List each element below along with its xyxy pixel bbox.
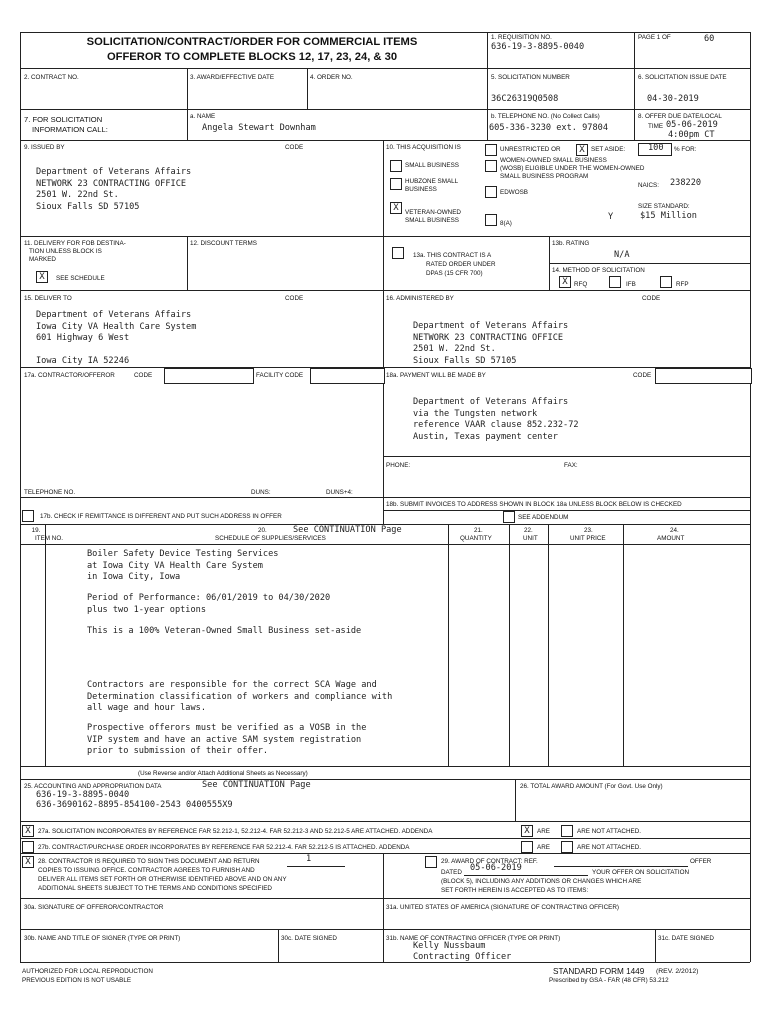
method-label: 14. METHOD OF SOLICITATION [552, 267, 645, 274]
offeror-signature-label: 30a. SIGNATURE OF OFFEROR/CONTRACTOR [24, 904, 164, 911]
small-business-label: SMALL BUSINESS [405, 162, 460, 169]
col21-header: QUANTITY [460, 535, 492, 542]
y-marker: Y [608, 212, 614, 222]
payment-fax-label: FAX: [564, 462, 578, 469]
col24-header: AMOUNT [657, 535, 685, 542]
rule [655, 929, 656, 962]
far-27b-are-not-checkbox[interactable] [561, 841, 573, 853]
fob-label-1: 11. DELIVERY FOR FOB DESTINA- [24, 240, 126, 247]
copies-value: 1 [306, 854, 312, 864]
facility-code-field[interactable] [310, 368, 385, 384]
schedule-description-1 [87, 549, 278, 584]
fob-label-2: TION UNLESS BLOCK IS [29, 248, 102, 255]
small-business-checkbox[interactable] [390, 160, 402, 172]
name-label: a. NAME [190, 113, 216, 120]
footer-prescribed: Prescribed by GSA - FAR (48 CFR) 53.212 [549, 977, 669, 984]
rule [20, 497, 750, 498]
ifb-checkbox[interactable] [609, 276, 621, 288]
hubzone-checkbox[interactable] [390, 178, 402, 190]
rule [20, 853, 750, 854]
address-line: 2501 W. 22nd St. [36, 190, 119, 200]
set-aside-percent-field[interactable] [638, 143, 672, 156]
discount-terms-label: 12. DISCOUNT TERMS [190, 240, 257, 247]
info-call-label-2: INFORMATION CALL: [32, 125, 108, 134]
schedule-line: all wage and hour laws. [87, 703, 206, 713]
total-award-label: 26. TOTAL AWARD AMOUNT (For Govt. Use Only) [520, 783, 663, 790]
signer-name-label: 30b. NAME AND TITLE OF SIGNER (TYPE OR PRINT) [24, 935, 181, 942]
block29-line1: 29. AWARD OF CONTRACT: REF. [441, 858, 538, 865]
eight-a-label: 8(A) [500, 220, 512, 227]
rule [509, 524, 510, 766]
fob-label-3: MARKED [29, 256, 56, 263]
phone-label: b. TELEPHONE NO. (No Collect Calls) [491, 113, 600, 120]
far-27b-are-checkbox[interactable] [521, 841, 533, 853]
co-name-value: Kelly Nussbaum [413, 941, 486, 951]
col20-note: See CONTINUATION Page [293, 525, 402, 535]
deliver-to-label: 15. DELIVER TO [24, 295, 72, 302]
rule [383, 497, 384, 524]
offeror-date-label: 30c. DATE SIGNED [281, 935, 337, 942]
duns-label: DUNS: [251, 489, 271, 496]
footer-previous-edition: PREVIOUS EDITION IS NOT USABLE [22, 977, 132, 984]
schedule-line: plus two 1-year options [87, 604, 206, 615]
deliver-to-address [36, 310, 196, 368]
eight-a-checkbox[interactable] [485, 214, 497, 226]
rule [20, 140, 750, 141]
rule [307, 68, 308, 109]
contractor-code-field[interactable] [164, 368, 254, 384]
col24-num: 24. [670, 527, 679, 534]
contractor-telephone-label: TELEPHONE NO. [24, 489, 76, 496]
far-27a-are-checkbox[interactable]: X [521, 825, 533, 837]
due-date-label: 8. OFFER DUE DATE/LOCAL [638, 113, 722, 120]
col20-header: SCHEDULE OF SUPPLIES/SERVICES [215, 535, 326, 542]
edwosb-checkbox[interactable] [485, 186, 497, 198]
vosb-checkbox[interactable]: X [390, 202, 402, 214]
address-line: reference VAAR clause 852.232-72 [413, 420, 579, 430]
issue-date-value: 04-30-2019 [647, 94, 699, 104]
rule [20, 32, 750, 33]
rule [20, 929, 750, 930]
far-27a-checkbox[interactable]: X [22, 825, 34, 837]
far-27a-are-not-checkbox[interactable] [561, 825, 573, 837]
form-title-line1: SOLICITATION/CONTRACT/ORDER FOR COMMERCIAL ITEMS [86, 36, 418, 48]
address-line: Department of Veterans Affairs [413, 397, 569, 407]
block29-your-offer: YOUR OFFER ON SOLICITATION [592, 869, 690, 876]
schedule-line: Prospective offerors must be verified as a VOSB in the [87, 723, 367, 733]
issued-by-code-label: CODE [285, 144, 304, 151]
administered-by-code-label: CODE [642, 295, 661, 302]
schedule-line: VIP system and have an active SAM system registration [87, 734, 362, 745]
far-27a-are-label: ARE [537, 828, 550, 835]
info-call-label-1: 7. FOR SOLICITATION [24, 115, 103, 124]
wosb-label-2: (WOSB) ELIGIBLE UNDER THE WOMEN-OWNED [500, 165, 645, 172]
payment-phone-label: PHONE: [386, 462, 411, 469]
wosb-label-3: SMALL BUSINESS PROGRAM [500, 173, 589, 180]
contract-no-label: 2. CONTRACT NO. [24, 74, 79, 81]
duns4-label: DUNS+4: [326, 489, 353, 496]
rule [20, 898, 750, 899]
rule [20, 236, 750, 237]
time-label: TIME [648, 123, 664, 130]
rule [383, 853, 384, 962]
rule [383, 456, 750, 457]
set-aside-label: SET ASIDE: [591, 146, 626, 153]
schedule-line: prior to submission of their offer. [87, 746, 269, 756]
naics-label: NAICS: [638, 182, 659, 189]
rule [187, 109, 188, 140]
rated-order-label-1: 13a. THIS CONTRACT IS A [413, 252, 492, 259]
rule [549, 263, 750, 264]
address-line: Sioux Falls SD 57105 [36, 201, 140, 212]
see-schedule-label: SEE SCHEDULE [56, 275, 105, 282]
schedule-line: Contractors are responsible for the correct SCA Wage and [87, 680, 377, 690]
address-line: 601 Highway 6 West [36, 333, 130, 343]
address-line: NETWORK 23 CONTRACTING OFFICE [413, 332, 564, 343]
administered-by-address [413, 321, 568, 367]
payment-label: 18a. PAYMENT WILL BE MADE BY [386, 372, 486, 379]
dated-underline [464, 875, 588, 876]
due-date-value: 05-06-2019 [666, 120, 718, 130]
address-line: Austin, Texas payment center [413, 431, 558, 442]
col21-num: 21. [474, 527, 483, 534]
rule [20, 290, 750, 291]
contractor-sign-checkbox[interactable]: X [22, 856, 34, 868]
block28-line3: DELIVER ALL ITEMS SET FORTH OR OTHERWISE IDENTIFIED ABOVE AND ON ANY [38, 876, 287, 883]
payment-address [413, 397, 579, 443]
rated-order-label-2: RATED ORDER UNDER [426, 261, 496, 268]
address-line: Iowa City VA Health Care System [36, 321, 197, 332]
address-line: NETWORK 23 CONTRACTING OFFICE [36, 178, 187, 189]
size-standard-value: $15 Million [640, 211, 697, 221]
remittance-different-checkbox[interactable] [22, 510, 34, 522]
far-27b-are-not-label: ARE NOT ATTACHED. [577, 844, 642, 851]
wosb-label-1: WOMEN-OWNED SMALL BUSINESS [500, 157, 607, 164]
order-no-label: 4. ORDER NO. [310, 74, 353, 81]
block29-line4: SET FORTH HEREIN IS ACCEPTED AS TO ITEMS: [441, 887, 589, 894]
rule [20, 68, 750, 69]
rule [448, 524, 449, 766]
percent-for-label: % FOR: [674, 146, 697, 153]
contractor-code-label: CODE [134, 372, 153, 379]
see-addendum-checkbox[interactable] [503, 511, 515, 523]
col23-num: 23. [584, 527, 593, 534]
address-line: via the Tungsten network [413, 408, 538, 419]
rated-order-label-3: DPAS (15 CFR 700) [426, 270, 483, 277]
co-date-label: 31c. DATE SIGNED [658, 935, 714, 942]
edwosb-label: EDWOSB [500, 189, 528, 196]
rule [20, 962, 750, 963]
schedule-set-aside [87, 626, 361, 638]
col19-header: ITEM NO. [35, 535, 63, 542]
rule [383, 140, 384, 497]
hubzone-label-1: HUBZONE SMALL [405, 178, 459, 185]
vosb-label-2: SMALL BUSINESS [405, 217, 460, 224]
far-27a-are-not-label: ARE NOT ATTACHED. [577, 828, 642, 835]
unrestricted-checkbox[interactable] [485, 144, 497, 156]
co-title-value: Contracting Officer [413, 952, 512, 962]
payment-code-label: CODE [633, 372, 652, 379]
acquisition-label: 10. THIS ACQUISITION IS [386, 144, 461, 151]
rule [487, 32, 488, 140]
form-title-line2: OFFEROR TO COMPLETE BLOCKS 12, 17, 23, 24, & 30 [106, 51, 398, 63]
rule [187, 68, 188, 109]
accounting-note: See CONTINUATION Page [202, 780, 311, 790]
block28-line4: ADDITIONAL SHEETS SUBJECT TO THE TERMS AND CONDITIONS SPECIFIED [38, 885, 272, 892]
col23-header: UNIT PRICE [570, 535, 606, 542]
address-line: Department of Veterans Affairs [36, 167, 192, 177]
schedule-line: Determination classification of workers and compliance with [87, 691, 393, 702]
schedule-line: in Iowa City, Iowa [87, 572, 181, 582]
facility-code-label: FACILITY CODE [256, 372, 304, 379]
accounting-line1: 636-19-3-8895-0040 [36, 790, 130, 800]
col19-num: 19. [31, 527, 41, 534]
address-line: Sioux Falls SD 57105 [413, 355, 517, 366]
block29-offer: OFFER [690, 858, 712, 865]
address-line: Department of Veterans Affairs [36, 310, 192, 320]
ifb-label: IFB [626, 281, 636, 288]
rfq-checkbox[interactable]: X [559, 276, 571, 288]
rule [383, 510, 750, 511]
far-27a-label: 27a. SOLICITATION INCORPORATES BY REFERENCE FAR 52.212-1, 52.212-4. FAR 52.212-3 AND 52.212-5 ARE ATTACHED. ADDENDA [38, 828, 433, 835]
remittance-label: 17b. CHECK IF REMITTANCE IS DIFFERENT AND PUT SUCH ADDRESS IN OFFER [40, 513, 282, 520]
co-signature-label: 31a. UNITED STATES OF AMERICA (SIGNATURE OF CONTRACTING OFFICER) [386, 904, 620, 911]
rule [548, 524, 549, 766]
block29-dated: DATED [441, 869, 462, 876]
contractor-label: 17a. CONTRACTOR/OFFEROR [24, 372, 115, 379]
requisition-label: 1. REQUISITION NO. [491, 34, 552, 41]
administered-by-label: 16. ADMINISTERED BY [386, 295, 454, 302]
schedule-sca-note [87, 680, 392, 715]
copies-underline [287, 866, 345, 867]
rule [187, 236, 188, 290]
rule [45, 524, 46, 766]
unrestricted-label: UNRESTRICTED OR [500, 146, 561, 153]
solicitation-no-value: 36C26319Q0508 [491, 94, 559, 104]
rule [20, 766, 750, 767]
col22-num: 22. [524, 527, 533, 534]
rule [623, 524, 624, 766]
page-total: 60 [704, 34, 715, 44]
col22-header: UNIT [523, 535, 538, 542]
rule [634, 32, 635, 140]
rule [20, 544, 750, 545]
requisition-value: 636-19-3-8895-0040 [491, 42, 585, 52]
address-line: Department of Veterans Affairs [413, 321, 569, 331]
set-aside-percent: 100 [648, 143, 664, 153]
block28-line2: COPIES TO ISSUING OFFICE. CONTRACTOR AGREES TO FURNISH AND [38, 867, 255, 874]
name-value: Angela Stewart Downham [202, 123, 316, 133]
address-line: Iowa City IA 52246 [36, 356, 130, 366]
rating-value: N/A [614, 250, 630, 260]
award-checkbox[interactable] [425, 856, 437, 868]
far-27b-label: 27b. CONTRACT/PURCHASE ORDER INCORPORATES BY REFERENCE FAR 52.212-4. FAR 52.212-5 IS ATTACHED. ADDENDA [38, 844, 410, 851]
see-addendum-label: SEE ADDENDUM [518, 514, 569, 521]
payment-code-field[interactable] [655, 368, 752, 384]
issue-date-label: 6. SOLICITATION ISSUE DATE [638, 74, 727, 81]
set-aside-checkbox[interactable]: X [576, 144, 588, 156]
hubzone-label-2: BUSINESS [405, 186, 437, 193]
footer-form-name: STANDARD FORM 1449 [553, 967, 645, 976]
rated-order-checkbox[interactable] [392, 247, 404, 259]
naics-value: 238220 [670, 178, 702, 188]
far-27b-checkbox[interactable] [22, 841, 34, 853]
issued-by-label: 9. ISSUED BY [24, 144, 65, 151]
deliver-to-code-label: CODE [285, 295, 304, 302]
rule [20, 32, 21, 962]
address-line: 2501 W. 22nd St. [413, 344, 496, 354]
wosb-checkbox[interactable] [485, 160, 497, 172]
rule [515, 779, 516, 821]
schedule-vosb-note [87, 723, 366, 758]
schedule-line: This is a 100% Veteran-Owned Small Business set-aside [87, 626, 362, 636]
phone-value: 605-336-3230 ext. 97804 [489, 123, 608, 133]
footer-revision: (REV. 2/2012) [656, 968, 699, 975]
page-label: PAGE 1 OF [638, 34, 671, 41]
schedule-line: Period of Performance: 06/01/2019 to 04/30/2020 [87, 593, 331, 603]
ref-underline [554, 866, 688, 867]
block28-line1: 28. CONTRACTOR IS REQUIRED TO SIGN THIS DOCUMENT AND RETURN [38, 858, 260, 865]
due-time-value: 4:00pm CT [668, 130, 715, 140]
solicitation-no-label: 5. SOLICITATION NUMBER [491, 74, 570, 81]
size-standard-label: SIZE STANDARD: [638, 203, 690, 210]
award-date-value: 05-06-2019 [470, 863, 522, 873]
accounting-line2: 636-3690162-8895-854100-2543 0400555X9 [36, 800, 233, 810]
co-name-label: 31b. NAME OF CONTRACTING OFFICER (TYPE OR PRINT) [386, 935, 561, 942]
schedule-period [87, 593, 330, 616]
rfp-checkbox[interactable] [660, 276, 672, 288]
rfq-label: RFQ [574, 281, 588, 288]
rating-label: 13b. RATING [552, 240, 590, 247]
col20-num: 20. [258, 527, 267, 534]
address-line [36, 345, 196, 357]
block29-line3: (BLOCK 5), INCLUDING ANY ADDITIONS OR CHANGES WHICH ARE [441, 878, 642, 885]
see-schedule-checkbox[interactable]: X [36, 271, 48, 283]
rule [20, 109, 750, 110]
schedule-line: Boiler Safety Device Testing Services [87, 549, 279, 559]
rule [20, 779, 750, 780]
rule [278, 929, 279, 962]
rfp-label: RFP [676, 281, 689, 288]
vosb-label-1: VETERAN-OWNED [405, 209, 461, 216]
issued-by-address [36, 167, 191, 213]
accounting-label: 25. ACCOUNTING AND APPROPRIATION DATA [24, 783, 162, 790]
rule [750, 32, 751, 962]
award-date-label: 3. AWARD/EFFECTIVE DATE [190, 74, 275, 81]
schedule-line: at Iowa City VA Health Care System [87, 560, 263, 571]
rule [20, 838, 750, 839]
rule [20, 821, 750, 822]
far-27b-are-label: ARE [537, 844, 550, 851]
schedule-footnote: (Use Reverse and/or Attach Additional Sheets as Necessary) [138, 770, 308, 777]
submit-invoices-label: 18b. SUBMIT INVOICES TO ADDRESS SHOWN IN BLOCK 18a UNLESS BLOCK BELOW IS CHECKED [386, 501, 682, 508]
footer-reproduction: AUTHORIZED FOR LOCAL REPRODUCTION [22, 968, 153, 975]
